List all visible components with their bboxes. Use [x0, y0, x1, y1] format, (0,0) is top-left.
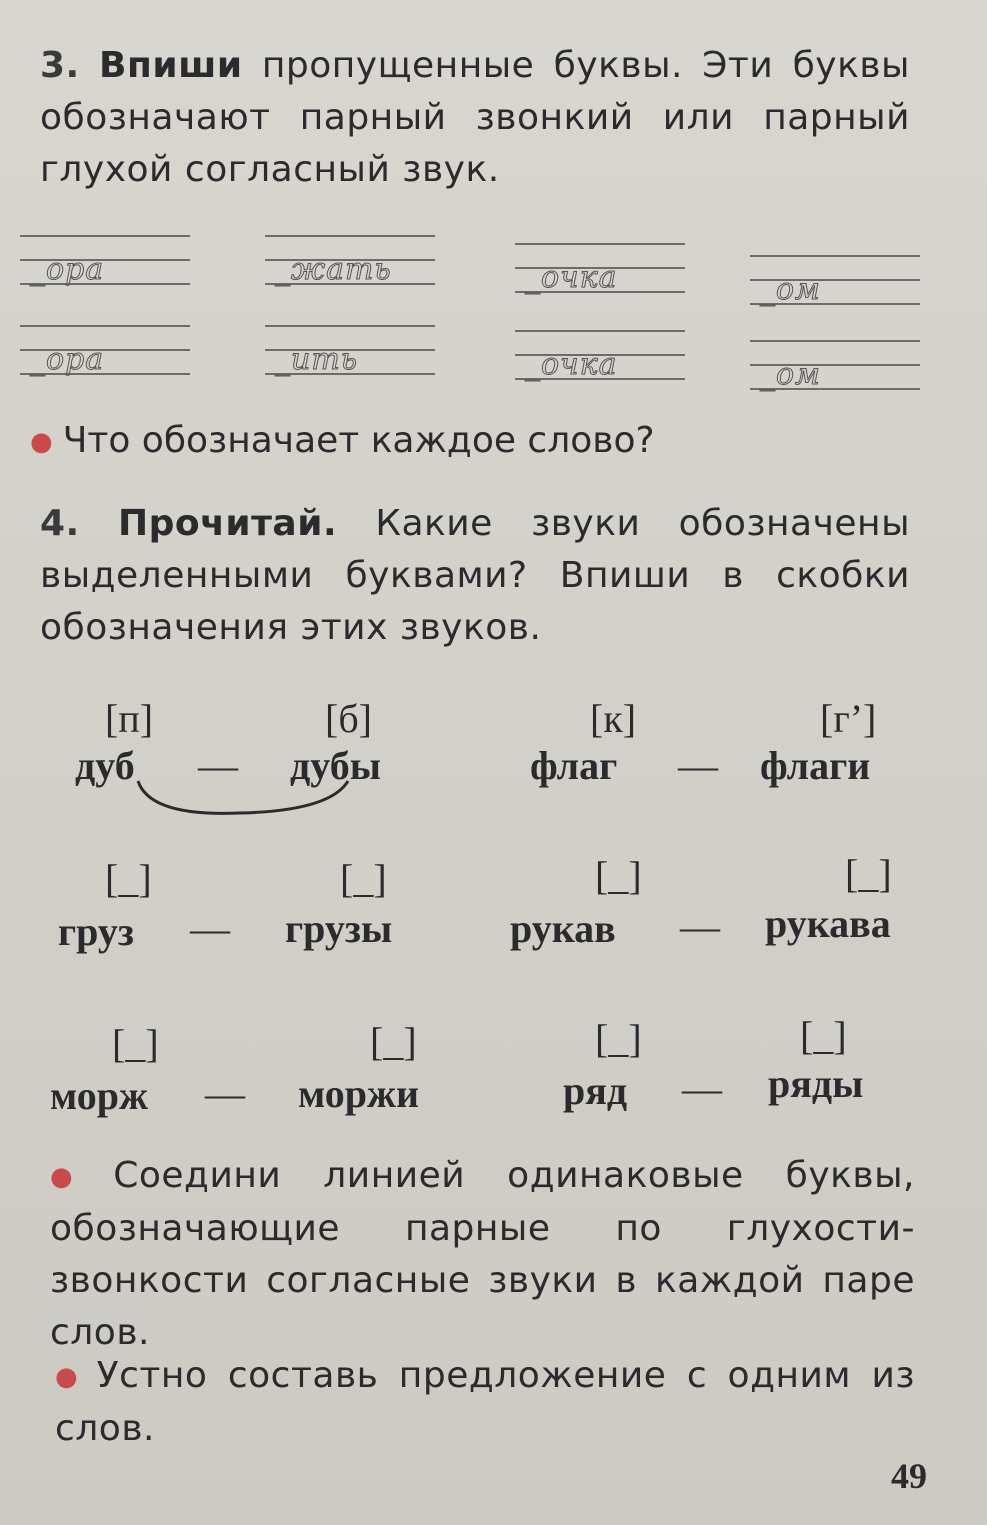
handwriting-word: _ора	[30, 342, 105, 377]
sound-bracket: [г’]	[820, 696, 877, 741]
word: дубы	[290, 743, 381, 788]
task-4-text: Какие звуки обозначены выделенными буквами? Впиши в скобки обозначения этих звуков.	[40, 503, 910, 648]
task-3-verb: Впиши	[99, 45, 243, 86]
task-4-instruction	[40, 498, 910, 654]
handwriting-cell	[750, 255, 920, 313]
bullet-icon: ●	[55, 1362, 87, 1392]
word: флаг	[530, 743, 618, 788]
task-3-number: 3.	[40, 45, 80, 86]
dash: —	[678, 743, 718, 788]
word: флаги	[760, 743, 871, 788]
page-number: 49	[891, 1456, 927, 1496]
handwriting-word: _очка	[525, 260, 618, 295]
sound-bracket: [_]	[845, 851, 892, 896]
sound-bracket: [п]	[105, 696, 154, 741]
sound-bracket: [_]	[370, 1019, 417, 1064]
connecting-arc	[130, 775, 360, 825]
sound-bracket: [_]	[800, 1013, 847, 1058]
word: рукав	[510, 906, 616, 951]
task-3-question	[30, 415, 655, 468]
bullet-sentence-text: Устно составь предложение с одним из слов.	[55, 1355, 915, 1449]
word: ряд	[563, 1068, 628, 1113]
sound-bracket: [_]	[105, 856, 152, 901]
task-3-instruction	[40, 40, 910, 196]
word: моржи	[298, 1071, 420, 1116]
word: морж	[50, 1073, 148, 1118]
bullet-connect-text: Соедини линией одинаковые буквы, обозначающие парные по глухости-звонкости согласные звуки в каждой паре слов.	[50, 1155, 915, 1353]
bullet-sentence	[55, 1350, 915, 1455]
handwriting-cell	[750, 340, 920, 398]
word: рукава	[765, 901, 891, 946]
handwriting-cell	[265, 235, 435, 293]
handwriting-word: _ом	[760, 272, 821, 307]
handwriting-cell	[20, 325, 190, 383]
handwriting-exercise	[20, 225, 920, 395]
task-4-number: 4.	[40, 503, 80, 544]
handwriting-cell	[265, 325, 435, 383]
bullet-connect	[50, 1150, 915, 1359]
word: ряды	[768, 1061, 864, 1106]
handwriting-cell	[515, 330, 685, 388]
task-3-question-text: Что обозначает каждое слово?	[62, 420, 655, 461]
sound-bracket: [_]	[595, 1016, 642, 1061]
sound-bracket: [_]	[595, 853, 642, 898]
handwriting-cell	[20, 235, 190, 293]
dash: —	[680, 904, 720, 949]
dash: —	[682, 1066, 722, 1111]
handwriting-word: _ора	[30, 252, 105, 287]
sound-bracket: [б]	[325, 696, 372, 741]
dash: —	[205, 1071, 245, 1116]
sound-bracket: [_]	[112, 1021, 159, 1066]
dash: —	[198, 743, 238, 788]
word: дуб	[75, 743, 135, 788]
handwriting-cell	[515, 243, 685, 301]
word: груз	[58, 909, 134, 954]
task-3-text: пропущенные буквы. Эти буквы обозначают парный звонкий или парный глухой согласный звук.	[40, 45, 910, 190]
sound-bracket: [к]	[590, 696, 637, 741]
bullet-icon: ●	[50, 1162, 104, 1192]
handwriting-word: _ом	[760, 357, 821, 392]
handwriting-word: _жать	[275, 252, 392, 287]
bullet-icon: ●	[30, 427, 53, 457]
word: грузы	[285, 906, 393, 951]
handwriting-word: _ить	[275, 342, 359, 377]
handwriting-word: _очка	[525, 347, 618, 382]
dash: —	[190, 906, 230, 951]
sound-bracket: [_]	[340, 856, 387, 901]
task-4-verb: Прочитай.	[118, 503, 338, 544]
